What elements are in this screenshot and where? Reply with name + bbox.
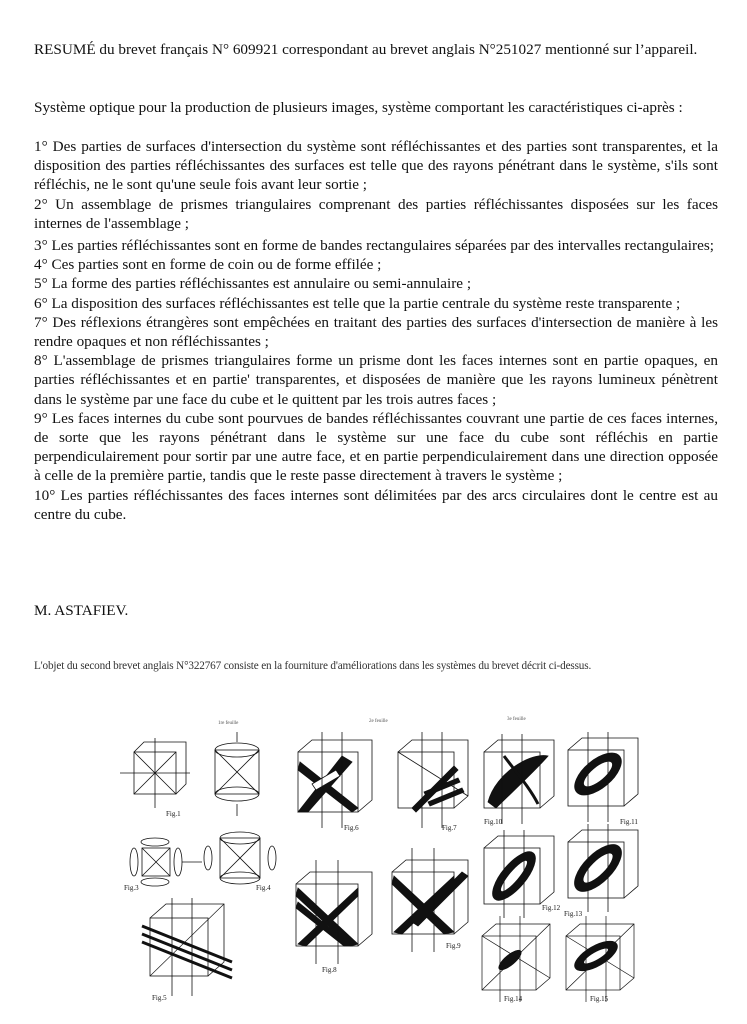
fig13-diagram bbox=[567, 824, 638, 912]
fig10-diagram bbox=[484, 734, 554, 824]
fig8-diagram bbox=[296, 860, 372, 964]
claim-item: 9° Les faces internes du cube sont pourvues de bandes réfléchissantes couvrant une partie de ces faces internes, de sorte que les rayons pénétrant dans le système sur une face du cube sont réfléchis en partie perpendiculairement pour sortir par une autre face, et en partie perpendiculairement dans une direction opposée à celle de la première partie, tandis que le reste passe directement à travers le système ; bbox=[34, 409, 718, 485]
claim-item: 7° Des réflexions étrangères sont empêchées en traitant des parties des surfaces d'intersection de manière à les rendre opaques et non réfléchissantes ; bbox=[34, 313, 718, 351]
second-patent-note: L'objet du second brevet anglais N°322767 consiste en la fourniture d'améliorations dans les systèmes du brevet décrit ci-dessus. bbox=[34, 660, 592, 672]
fig4-diagram bbox=[182, 832, 276, 884]
fig-label: Fig.14 bbox=[504, 995, 523, 1003]
fig14-diagram bbox=[482, 916, 550, 1002]
fig-label: Fig.6 bbox=[344, 824, 359, 832]
fig-label: Fig.13 bbox=[564, 910, 583, 918]
system-lead-paragraph: Système optique pour la production de plusieurs images, système comportant les caractéristiques ci-après : bbox=[34, 99, 683, 116]
fig-label: Fig.10 bbox=[484, 818, 503, 826]
fig-label: Fig.5 bbox=[152, 994, 167, 1002]
fig-label: Fig.1 bbox=[166, 810, 181, 818]
fig-label: Fig.4 bbox=[256, 884, 271, 892]
fig-label: Fig.9 bbox=[446, 942, 461, 950]
claims-list bbox=[34, 137, 718, 524]
sheet-heading: 2e feuille bbox=[369, 719, 388, 724]
claim-item: 8° L'assemblage de prismes triangulaires forme un prisme dont les faces internes sont en partie opaques, en parties réfléchissantes et en partie' transparentes, et disposées de manière que les rayons lumineux pénètrent dans le système par une face du cube et le quittent par les trois autres faces ; bbox=[34, 352, 718, 408]
fig-label: Fig.12 bbox=[542, 904, 561, 912]
claim-item: 6° La disposition des surfaces réfléchissantes est telle que la partie centrale du système reste transparente ; bbox=[34, 294, 681, 312]
sheet-heading: 3e feuille bbox=[507, 717, 526, 722]
fig3-diagram bbox=[130, 838, 182, 886]
summary-intro: RESUMÉ du brevet français N° 609921 correspondant au brevet anglais N°251027 mentionné sur l’appareil. bbox=[34, 41, 698, 58]
sheet-heading: 1re feuille bbox=[218, 721, 239, 726]
patent-figures bbox=[112, 712, 677, 1004]
fig-label: Fig.11 bbox=[620, 818, 638, 826]
author-signature: M. ASTAFIEV. bbox=[34, 602, 129, 619]
fig-label: Fig.15 bbox=[590, 995, 609, 1003]
fig-label: Fig.8 bbox=[322, 966, 337, 974]
claim-item: 5° La forme des parties réfléchissantes est annulaire ou semi-annulaire ; bbox=[34, 275, 472, 293]
fig5-diagram bbox=[142, 898, 232, 996]
fig-label: Fig.3 bbox=[124, 884, 139, 892]
fig7-diagram bbox=[398, 732, 468, 828]
fig2-diagram bbox=[215, 732, 259, 816]
fig1-diagram bbox=[120, 738, 190, 808]
fig-label: Fig.7 bbox=[442, 824, 457, 832]
fig15-diagram bbox=[566, 916, 634, 1002]
claim-item: 4° Ces parties sont en forme de coin ou de forme effilée ; bbox=[34, 256, 382, 274]
claim-item: 3° Les parties réfléchissantes sont en forme de bandes rectangulaires séparées par des intervalles rectangulaires; bbox=[34, 237, 714, 255]
claim-item: 1° Des parties de surfaces d'intersection du système sont réfléchissantes et des parties sont transparentes, et la disposition des parties réfléchissantes des surfaces est telle que des rayons pénétrant dans le système, s'ils sont réfléchis, ne le sont qu'une seule fois avant leur sortie ; bbox=[34, 138, 718, 194]
claim-item: 10° Les parties réfléchissantes des faces internes sont délimitées par des arcs circulaires dont le centre est au centre du cube. bbox=[34, 486, 718, 523]
fig6-diagram bbox=[298, 732, 372, 828]
fig11-diagram bbox=[568, 732, 638, 822]
fig9-diagram bbox=[392, 848, 468, 952]
claim-item: 2° Un assemblage de prismes triangulaires comprenant des parties réfléchissantes disposées sur les faces internes de l'assemblage ; bbox=[34, 195, 718, 232]
